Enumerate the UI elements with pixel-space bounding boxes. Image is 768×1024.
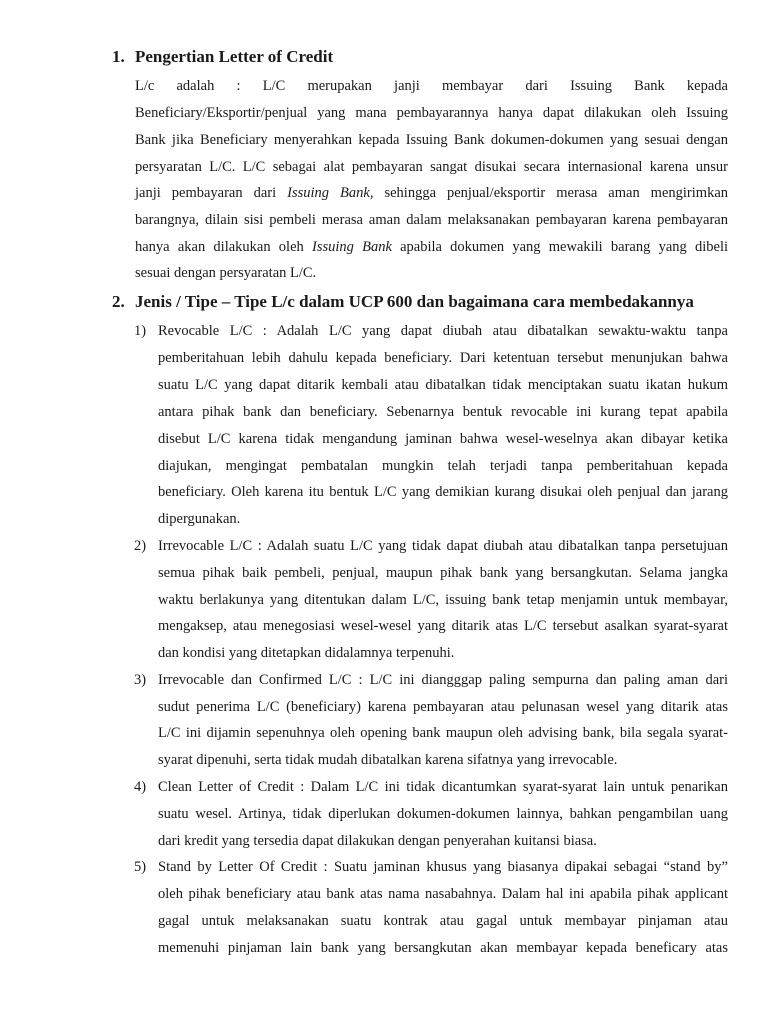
section-title: Jenis / Tipe – Tipe L/c dalam UCP 600 dan bagaimana cara membedakannya [135,292,694,311]
paragraph-line: Beneficiary/Eksportir/penjual yang mana pembayarannya hanya dapat dilakukan oleh Issuing [135,105,728,121]
list-item-number: 3) [134,672,147,688]
list-item-line: gagal untuk melaksanakan suatu kontrak atau gagal untuk membayar pinjaman atau [158,913,728,929]
list-item-number: 4) [134,779,147,795]
list-item-line: dipergunakan. [158,511,241,527]
paragraph-line: sesuai dengan persyaratan L/C. [135,265,317,281]
section-title: Pengertian Letter of Credit [135,47,334,66]
list-item-number: 1) [134,323,147,339]
paragraph-line: L/c adalah : L/C merupakan janji membayar dari Issuing Bank kepada [135,78,728,94]
paragraph-line: janji pembayaran dari Issuing Bank, sehingga penjual/eksportir merasa aman mengirimkan [135,185,728,201]
list-item-line: beneficiary. Oleh karena itu bentuk L/C yang demikian kurang disukai oleh penjual dan jarang [158,484,728,500]
paragraph-line: barangnya, dilain sisi pembeli merasa aman dalam melaksanakan pembayaran karena pembayaran [135,212,728,228]
list-item-line: syarat dipenuhi, serta tidak mudah dibatalkan karena sifatnya yang irrevocable. [158,752,618,768]
list-item-line: L/C ini dijamin sepenuhnya oleh opening bank maupun oleh advising bank, bila segala syarat- [158,725,728,741]
list-item-line: disebut L/C karena tidak mengandung jaminan bahwa wesel-weselnya akan dibayar ketika [158,431,728,447]
list-item-line: mengaksep, atau menegosiasi wesel-wesel yang ditarik atas L/C tersebut asalkan syarat-syarat [158,618,728,634]
list-item-line: diajukan, mengingat pembatalan mungkin telah terjadi tanpa pemberitahuan kepada [158,458,728,474]
list-item-line: suatu L/C yang dapat ditarik kembali atau dibatalkan tidak menciptakan suatu ikatan hukum [158,377,728,393]
list-item-line: pemberitahuan lebih dahulu kepada beneficiary. Dari ketentuan tersebut menunjukan bahwa [158,350,728,366]
list-item-line: dari kredit yang tersedia dapat dilakukan dengan penyerahan kuitansi biasa. [158,833,597,849]
section-number: 2. [112,292,125,311]
paragraph-line: hanya akan dilakukan oleh Issuing Bank apabila dokumen yang mewakili barang yang dibeli [135,239,728,255]
list-item-line: Irrevocable L/C : Adalah suatu L/C yang tidak dapat diubah atau dibatalkan tanpa persetujuan [158,538,728,554]
list-item-line: dan kondisi yang ditetapkan didalamnya terpenuhi. [158,645,455,661]
list-item-number: 2) [134,538,147,554]
section-number: 1. [112,47,125,66]
list-item-line: suatu wesel. Artinya, tidak diperlukan dokumen-dokumen lainnya, bahkan pengambilan uang [158,806,728,822]
list-item-line: oleh pihak beneficiary atau bank atas nama nasabahnya. Dalam hal ini apabila pihak applicant [158,886,728,902]
list-item-line: Clean Letter of Credit : Dalam L/C ini tidak dicantumkan syarat-syarat lain untuk penarikan [158,779,728,795]
emphasis-term: Issuing Bank [287,185,370,201]
list-item-line: waktu berlakunya yang ditentukan dalam L/C, issuing bank tetap menjamin untuk membayar, [158,592,728,608]
list-item-number: 5) [134,859,147,875]
paragraph-line: Bank jika Beneficiary menyerahkan kepada Issuing Bank dokumen-dokumen yang sesuai dengan [135,132,728,148]
paragraph-line: persyaratan L/C. L/C sebagai alat pembayaran sangat disukai secara internasional karena unsur [135,159,728,175]
list-item-line: antara pihak bank dan beneficiary. Sebenarnya bentuk revocable ini kurang tepat apabila [158,404,728,420]
list-item-line: sudut penerima L/C (beneficiary) karena pembayaran atau pelunasan wesel yang ditarik atas [158,699,728,715]
list-item-line: semua pihak baik pembeli, penjual, maupun pihak bank yang bersangkutan. Selama jangka [158,565,728,581]
list-item-line: memenuhi pinjaman lain bank yang bersangkutan akan membayar kepada beneficary atas [158,940,728,956]
emphasis-term: Issuing Bank [311,239,392,255]
list-item-line: Irrevocable dan Confirmed L/C : L/C ini diangggap paling sempurna dan paling aman dari [158,672,728,688]
list-item-line: Stand by Letter Of Credit : Suatu jaminan khusus yang biasanya dipakai sebagai “stand by” [158,859,728,875]
list-item-line: Revocable L/C : Adalah L/C yang dapat diubah atau dibatalkan sewaktu-waktu tanpa [158,323,728,339]
